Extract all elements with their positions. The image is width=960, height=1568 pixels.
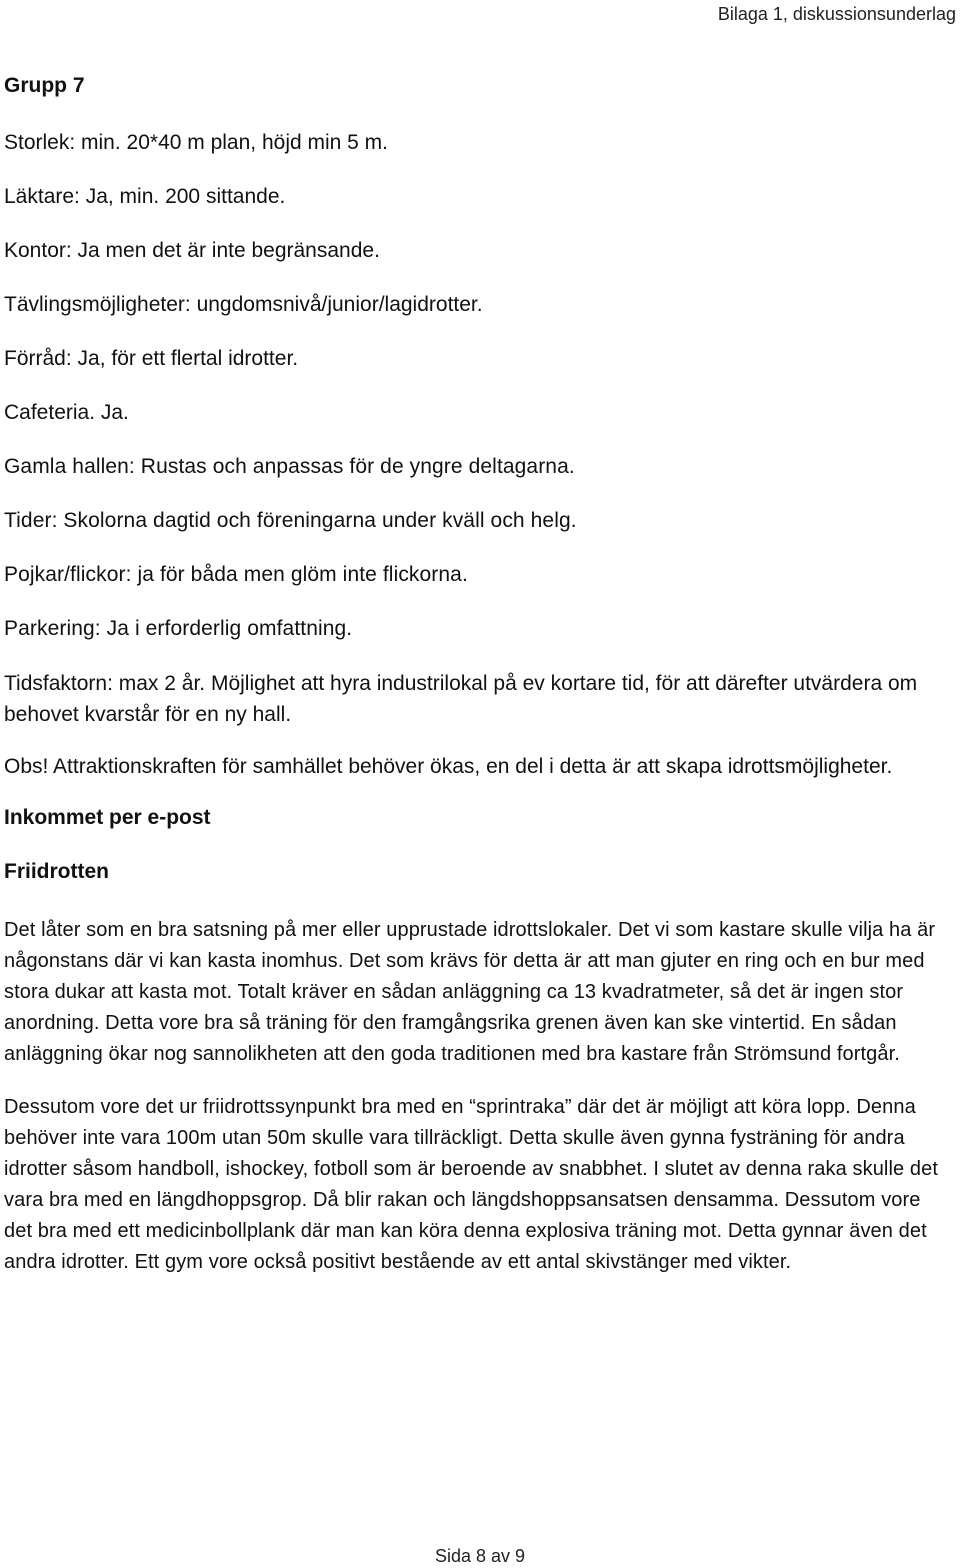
running-header: Bilaga 1, diskussionsunderlag [717, 4, 956, 24]
entry-pojkar-flickor: Pojkar/flickor: ja för båda men glöm inte flickorna. [4, 563, 468, 586]
entry-forrad: Förråd: Ja, för ett flertal idrotter. [4, 347, 299, 370]
document-body [4, 71, 944, 1300]
entry-tider: Tider: Skolorna dagtid och föreningarna under kväll och helg. [4, 509, 577, 532]
entry-kontor: Kontor: Ja men det är inte begränsande. [4, 239, 380, 262]
section-subheading-friidrotten: Friidrotten [4, 860, 109, 883]
entry-obs: Obs! Attraktionskraften för samhället behöver ökas, en del i detta är att skapa idrottsmöjligheter. [4, 755, 893, 778]
page-number: Sida 8 av 9 [434, 1546, 526, 1566]
group-title: Grupp 7 [4, 74, 85, 97]
entry-parkering: Parkering: Ja i erforderlig omfattning. [4, 617, 353, 640]
entry-storlek: Storlek: min. 20*40 m plan, höjd min 5 m. [4, 131, 389, 154]
entry-laktare: Läktare: Ja, min. 200 sittande. [4, 185, 286, 208]
entry-tidsfaktorn: Tidsfaktorn: max 2 år. Möjlighet att hyra industrilokal på ev kortare tid, för att därefter utvärdera om behovet kvarstår för en ny hall. [4, 672, 918, 726]
entry-gamla-hallen: Gamla hallen: Rustas och anpassas för de yngre deltagarna. [4, 455, 575, 478]
entry-tavlingsmojligheter: Tävlingsmöjligheter: ungdomsnivå/junior/lagidrotter. [4, 293, 483, 316]
paragraph-kastare: Det låter som en bra satsning på mer eller upprustade idrottslokaler. Det vi som kastare skulle vilja ha är någonstans där vi kan kasta inomhus. Det som krävs för detta är att man gjuter en ring och en bur med stora dukar att kasta mot. Totalt kräver en sådan anläggning ca 13 kvadratmeter, så det är ingen stor anordning. Detta vore bra så träning för den framgångsrika grenen även kan ske vintertid. En sådan anläggning ökar nog sannolikheten att den goda traditionen med bra kastare från Strömsund fortgår. [4, 919, 936, 1065]
entry-cafeteria: Cafeteria. Ja. [4, 401, 129, 424]
section-heading-email: Inkommet per e-post [4, 806, 211, 829]
paragraph-sprintraka: Dessutom vore det ur friidrottssynpunkt bra med en “sprintraka” där det är möjligt att köra lopp. Denna behöver inte vara 100m utan 50m skulle vara tillräckligt. Detta skulle även gynna fysträning för andra idrotter såsom handboll, ishockey, fotboll som är beroende av snabbhet. I slutet av denna raka skulle det vara bra med en längdhoppsgrop. Då blir rakan och längdshoppsansatsen densamma. Dessutom vore det bra med ett medicinbollplank där man kan köra denna explosiva träning mot. Detta gynnar även det andra idrotter. Ett gym vore också positivt bestående av ett antal skivstänger med vikter. [4, 1096, 938, 1273]
